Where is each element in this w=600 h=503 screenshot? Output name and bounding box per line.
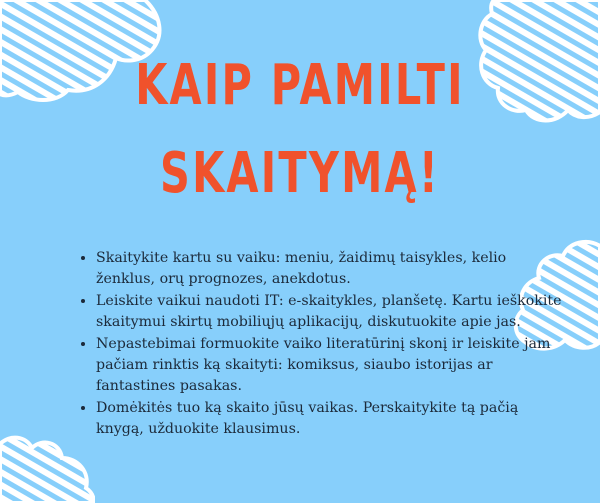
- list-item: • Domėkitės tuo ką skaito jūsų vaikas. Perskaitykite tą pačią knygą, užduokite klausimus.: [96, 398, 566, 441]
- list-item: • Nepastebimai formuokite vaiko literatūrinį skonį ir leiskite jam pačiam rinktis ką skaityti: komiksus, siaubo istorijas ar fantastines pasakas.: [96, 334, 566, 398]
- list-item: • Skaitykite kartu su vaiku: meniu, žaidimų taisykles, kelio ženklus, orų prognozes, anekdotus.: [96, 248, 566, 291]
- title-line-2: SKAITYMĄ!: [160, 141, 440, 206]
- page-title: [78, 42, 522, 218]
- tips-list: [78, 248, 566, 441]
- title-line-1: KAIP PAMILTI: [135, 53, 465, 118]
- list-item: • Leiskite vaikui naudoti IT: e-skaitykles, planšetę. Kartu ieškokite skaitymui skirtų mobiliųjų aplikacijų, diskutuokite apie jas.: [96, 291, 566, 334]
- cloud-bottom-left-decoration: [0, 430, 95, 503]
